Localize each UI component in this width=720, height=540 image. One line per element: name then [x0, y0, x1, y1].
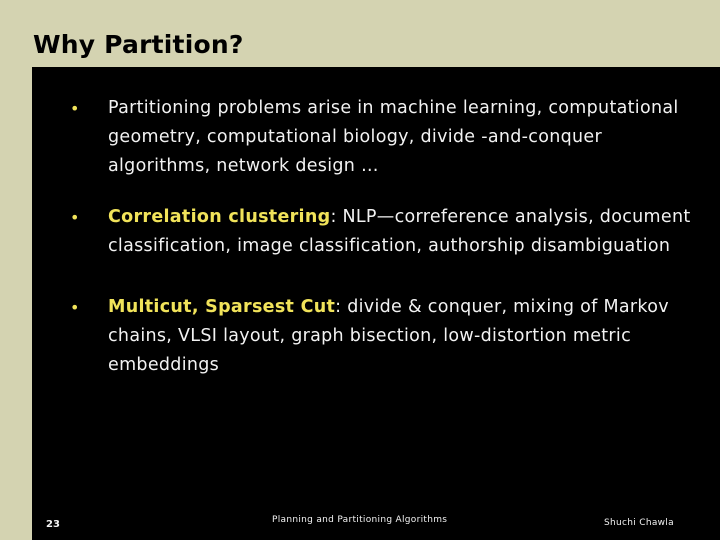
bullet-item-applications — [70, 94, 710, 181]
content-panel — [32, 67, 720, 540]
bullet-item-multicut — [70, 293, 710, 380]
bullet-item-correlation-clustering — [70, 203, 710, 261]
bullet-text: Partitioning problems arise in machine learning, computational geometry, computational biology, divide -and-conquer algorithms, network design … — [108, 98, 679, 176]
bullet-icon: • — [70, 99, 80, 118]
footer-author: Shuchi Chawla — [604, 518, 674, 528]
bullet-list — [70, 94, 710, 380]
bullet-highlight: Multicut, Sparsest Cut — [108, 297, 336, 317]
bullet-icon: • — [70, 208, 80, 227]
bullet-text: : NLP—correference analysis, document classification, image classification, authorship disambiguation — [108, 207, 691, 256]
slide-title: Why Partition? — [33, 30, 244, 59]
bullet-text: : divide & conquer, mixing of Markov chains, VLSI layout, graph bisection, low-distortion metric embeddings — [108, 297, 669, 375]
page-number: 23 — [46, 519, 60, 530]
footer-title: Planning and Partitioning Algorithms — [272, 515, 448, 525]
bullet-highlight: Correlation clustering — [108, 207, 331, 227]
bullet-icon: • — [70, 298, 80, 317]
